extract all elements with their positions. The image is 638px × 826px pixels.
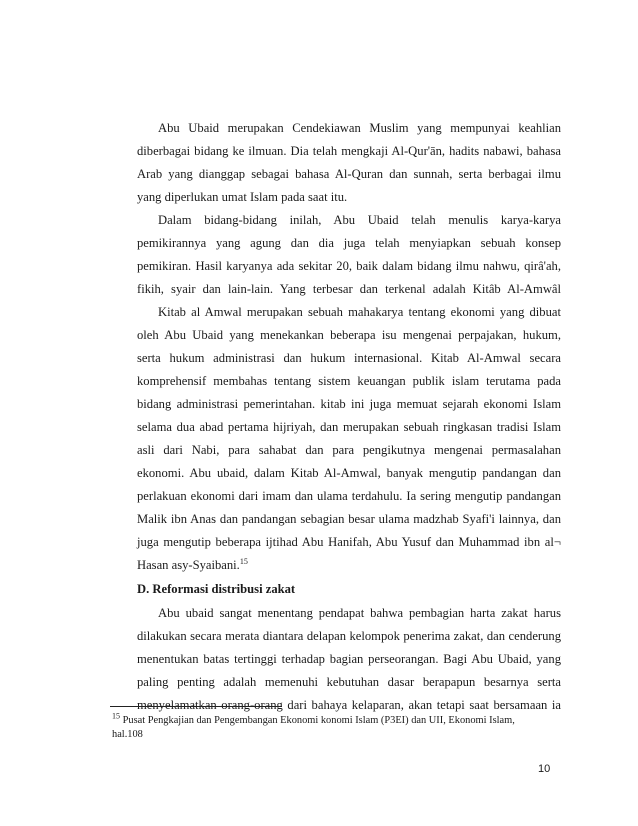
paragraph-line: pemikirannya yang agung dan dia juga telah menyiapkan sebuah konsep — [137, 236, 561, 250]
paragraph-line: menyelamatkan orang-orang dari bahaya kelaparan, akan tetapi saat bersamaan ia — [137, 698, 561, 712]
paragraph-line — [137, 557, 248, 573]
paragraph-line: asli dari Nabi, para sahabat dan para pengikutnya mengenai permasalahan — [137, 443, 561, 457]
paragraph-line: juga mengutip beberapa ijtihad Abu Hanifah, Abu Yusuf dan Muhammad ibn al¬ — [137, 535, 561, 549]
paragraph-line: Malik ibn Anas dan pandangan sebagian besar ulama madzhab Syafi'i lainnya, dan — [137, 512, 561, 526]
paragraph-line: selama dua abad pertama hijriyah, dan merupakan sebuah ringkasan tradisi Islam — [137, 420, 561, 434]
paragraph-line: Kitab al Amwal merupakan sebuah mahakarya tentang ekonomi yang dibuat — [158, 305, 561, 319]
footnote-separator — [110, 706, 282, 707]
paragraph-line: pemikiran. Hasil karyanya ada sekitar 20, baik dalam bidang ilmu nahwu, qirâ'ah, — [137, 259, 561, 273]
paragraph-line: yang diperlukan umat Islam pada saat itu. — [137, 190, 348, 204]
footnote-line: hal.108 — [112, 729, 143, 740]
paragraph-line: Dalam bidang-bidang inilah, Abu Ubaid telah menulis karya-karya — [158, 213, 561, 227]
paragraph-line: serta hukum administrasi dan hukum internasional. Kitab Al-Amwal secara — [137, 351, 561, 365]
paragraph-line: oleh Abu Ubaid yang menekankan beberapa isu mengenai perpajakan, hukum, — [137, 328, 561, 342]
paragraph-line: Abu ubaid sangat menentang pendapat bahwa pembagian harta zakat harus — [158, 606, 561, 620]
paragraph-line: Arab yang dianggap sebagai bahasa Al-Quran dan sunnah, serta berbagai ilmu — [137, 167, 561, 181]
footnote-text: Pusat Pengkajian dan Pengembangan Ekonomi konomi Islam (P3EI) dan UII, Ekonomi Islam, — [122, 715, 515, 726]
paragraph-line-text: Hasan asy-Syaibani. — [137, 558, 240, 572]
page-number: 10 — [538, 763, 551, 775]
paragraph-line: paling penting adalah memenuhi kebutuhan dasar berapapun besarnya serta — [137, 675, 561, 689]
paragraph-line: menentukan batas tertinggi terhadap bagian perseorangan. Bagi Abu Ubaid, yang — [137, 652, 561, 666]
section-heading: D. Reformasi distribusi zakat — [137, 582, 296, 596]
paragraph-line: fikih, syair dan lain-lain. Yang terbesar dan terkenal adalah Kitâb Al-Amwâl — [137, 282, 561, 296]
paragraph-line: dilakukan secara merata diantara delapan kelompok penerima zakat, dan cenderung — [137, 629, 561, 643]
footnote-line — [112, 711, 515, 727]
footnote-number: 15 — [112, 711, 120, 721]
paragraph-line: diberbagai bidang ke ilmuan. Dia telah mengkaji Al-Qur'ān, hadits nabawi, bahasa — [137, 144, 561, 158]
paragraph-line: bidang administrasi pemerintahan. kitab ini juga memuat sejarah ekonomi Islam — [137, 397, 561, 411]
paragraph-line: perlakuan ekonomi dari imam dan ulama terdahulu. Ia sering mengutip pandangan — [137, 489, 561, 503]
paragraph-line: Abu Ubaid merupakan Cendekiawan Muslim yang mempunyai keahlian — [158, 121, 561, 135]
footnote-reference[interactable]: 15 — [239, 556, 248, 566]
paragraph-line: ekonomi. Abu ubaid, dalam Kitab Al-Amwal, banyak mengutip pandangan dan — [137, 466, 561, 480]
paragraph-line: komprehensif membahas tentang sistem keuangan publik islam terutama pada — [137, 374, 561, 388]
